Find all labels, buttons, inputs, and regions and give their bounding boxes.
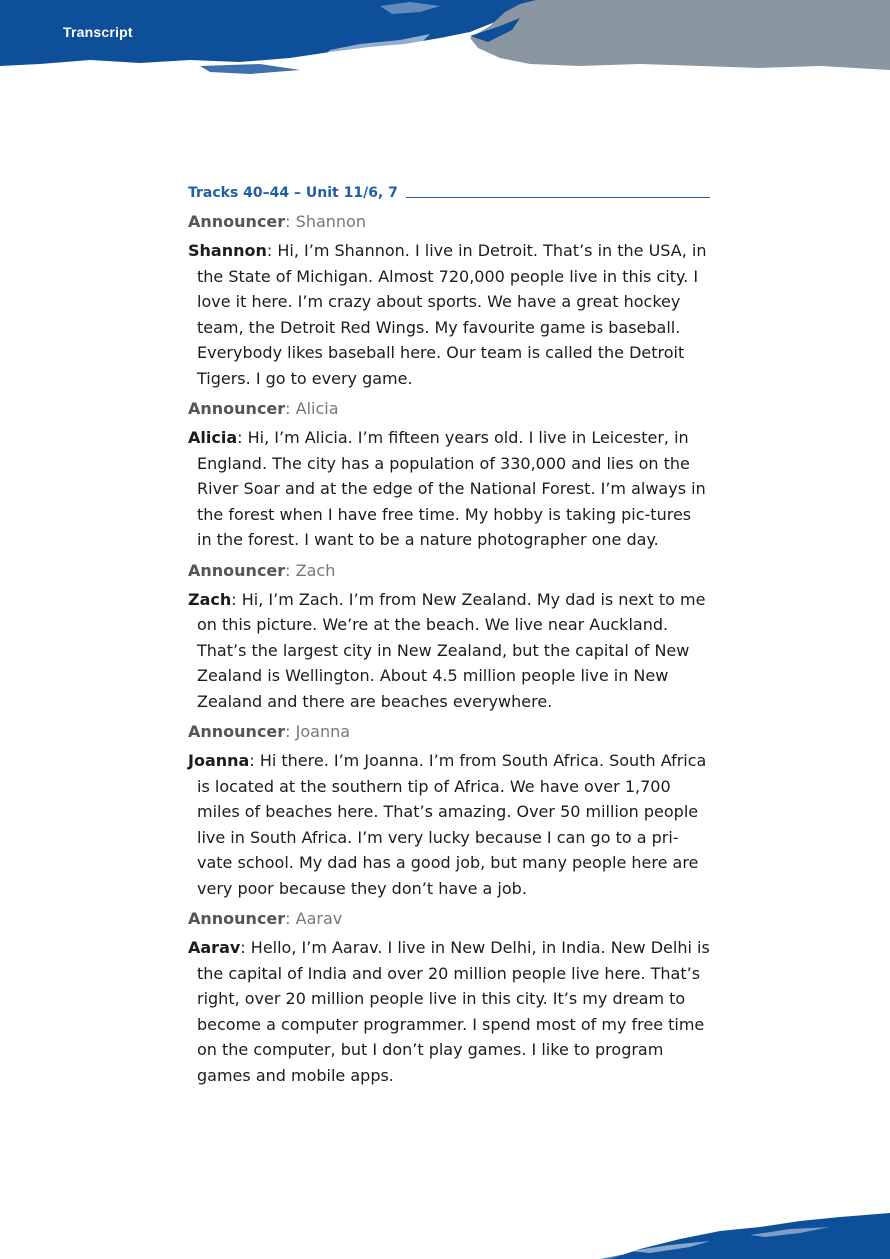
speaker-text: Hi, I’m Zach. I’m from New Zealand. My dad is next to me on this picture. We’re at the beach. We live near Auckland. That’s the largest city in New Zealand, but the capital of New Zealand is Wellington. About 4.5 million people live in New Zealand and there are beaches everywhere. [197, 589, 706, 711]
track-heading [188, 185, 710, 201]
announcer-label: Announcer [188, 722, 286, 741]
speaker-paragraph: Aarav: Hello, I’m Aarav. I live in New Delhi, in India. New Delhi is the capital of India and over 20 million people live here. That’s right, over 20 million people live in this city. It’s my dream to become a computer programmer. I spend most of my free time on the computer, but I don’t play games. I like to program games and mobile apps. [188, 938, 710, 1085]
heading-rule [406, 197, 710, 198]
speaker-name: Joanna [188, 751, 250, 770]
speaker-name: Aarav [188, 938, 241, 957]
announcer-line: Announcer: Alicia [188, 399, 339, 418]
announcer-line: Announcer: Shannon [188, 212, 366, 231]
announced-name: Joanna [295, 722, 351, 741]
speaker-name: Shannon [188, 241, 267, 260]
speaker-name: Zach [188, 589, 232, 609]
announced-name: Shannon [295, 212, 366, 231]
transcript-body [188, 185, 710, 1093]
speaker-text: Hi, I’m Alicia. I’m fifteen years old. I live in Leicester, in England. The city has a population of 330,000 and lies on the River Soar and at the edge of the National Forest. I’m always in the forest when I have free time. My hobby is taking pic-tures in the forest. I want to be a nature photographer one day. [197, 428, 706, 549]
announced-name: Zach [295, 560, 336, 580]
announced-name: Aarav [295, 909, 343, 928]
speaker-paragraph: Alicia: Hi, I’m Alicia. I’m fifteen years old. I live in Leicester, in England. The city has a population of 330,000 and lies on the River Soar and at the edge of the National Forest. I’m always in the forest when I have free time. My hobby is taking pic-tures in the forest. I want to be a nature photographer one day. [188, 428, 706, 549]
speaker-text: Hi, I’m Shannon. I live in Detroit. That’s in the USA, in the State of Michigan. Almost 720,000 people live in this city. I love it here. I’m crazy about sports. We have a great hockey team, the Detroit Red Wings. My favourite game is baseball. Everybody likes baseball here. Our team is called the Detroit Tigers. I go to every game. [197, 241, 707, 388]
speaker-paragraph: Zach: Hi, I’m Zach. I’m from New Zealand. My dad is next to me on this picture. We’re at the beach. We live near Auckland. That’s the largest city in New Zealand, but the capital of New Zealand is Wellington. About 4.5 million people live in New Zealand and there are beaches everywhere. [188, 589, 706, 711]
announcer-label: Announcer [188, 909, 286, 928]
speaker-paragraph: Shannon: Hi, I’m Shannon. I live in Detroit. That’s in the USA, in the State of Michigan. Almost 720,000 people live in this city. I love it here. I’m crazy about sports. We have a great hockey team, the Detroit Red Wings. My favourite game is baseball. Everybody likes baseball here. Our team is called the Detroit Tigers. I go to every game. [188, 241, 707, 388]
header-label: Transcript [63, 24, 133, 40]
announcer-line: Announcer: Zach [188, 560, 336, 580]
announcer-label: Announcer [188, 560, 286, 580]
announced-name: Alicia [295, 399, 339, 418]
footer-brush [600, 1205, 890, 1259]
announcer-line: Announcer: Aarav [188, 909, 343, 928]
announcer-label: Announcer [188, 212, 286, 231]
speaker-paragraph: Joanna: Hi there. I’m Joanna. I’m from South Africa. South Africa is located at the southern tip of Africa. We have over 1,700 miles of beaches here. That’s amazing. Over 50 million people live in South Africa. I’m very lucky because I can go to a pri-vate school. My dad has a good job, but many people here are very poor because they don’t have a job. [188, 751, 707, 898]
announcer-line: Announcer: Joanna [188, 722, 351, 741]
speaker-text: Hi there. I’m Joanna. I’m from South Africa. South Africa is located at the southern tip of Africa. We have over 1,700 miles of beaches here. That’s amazing. Over 50 million people live in South Africa. I’m very lucky because I can go to a pri-vate school. My dad has a good job, but many people here are very poor because they don’t have a job. [197, 751, 707, 898]
speaker-text: Hello, I’m Aarav. I live in New Delhi, in India. New Delhi is the capital of India and over 20 million people live here. That’s right, over 20 million people live in this city. It’s my dream to become a computer programmer. I spend most of my free time on the computer, but I don’t play games. I like to program games and mobile apps. [197, 938, 710, 1085]
announcer-label: Announcer [188, 399, 286, 418]
speaker-name: Alicia [188, 428, 238, 447]
track-heading-text: Tracks 40–44 – Unit 11/6, 7 [188, 185, 398, 201]
header-banner [0, 0, 890, 90]
